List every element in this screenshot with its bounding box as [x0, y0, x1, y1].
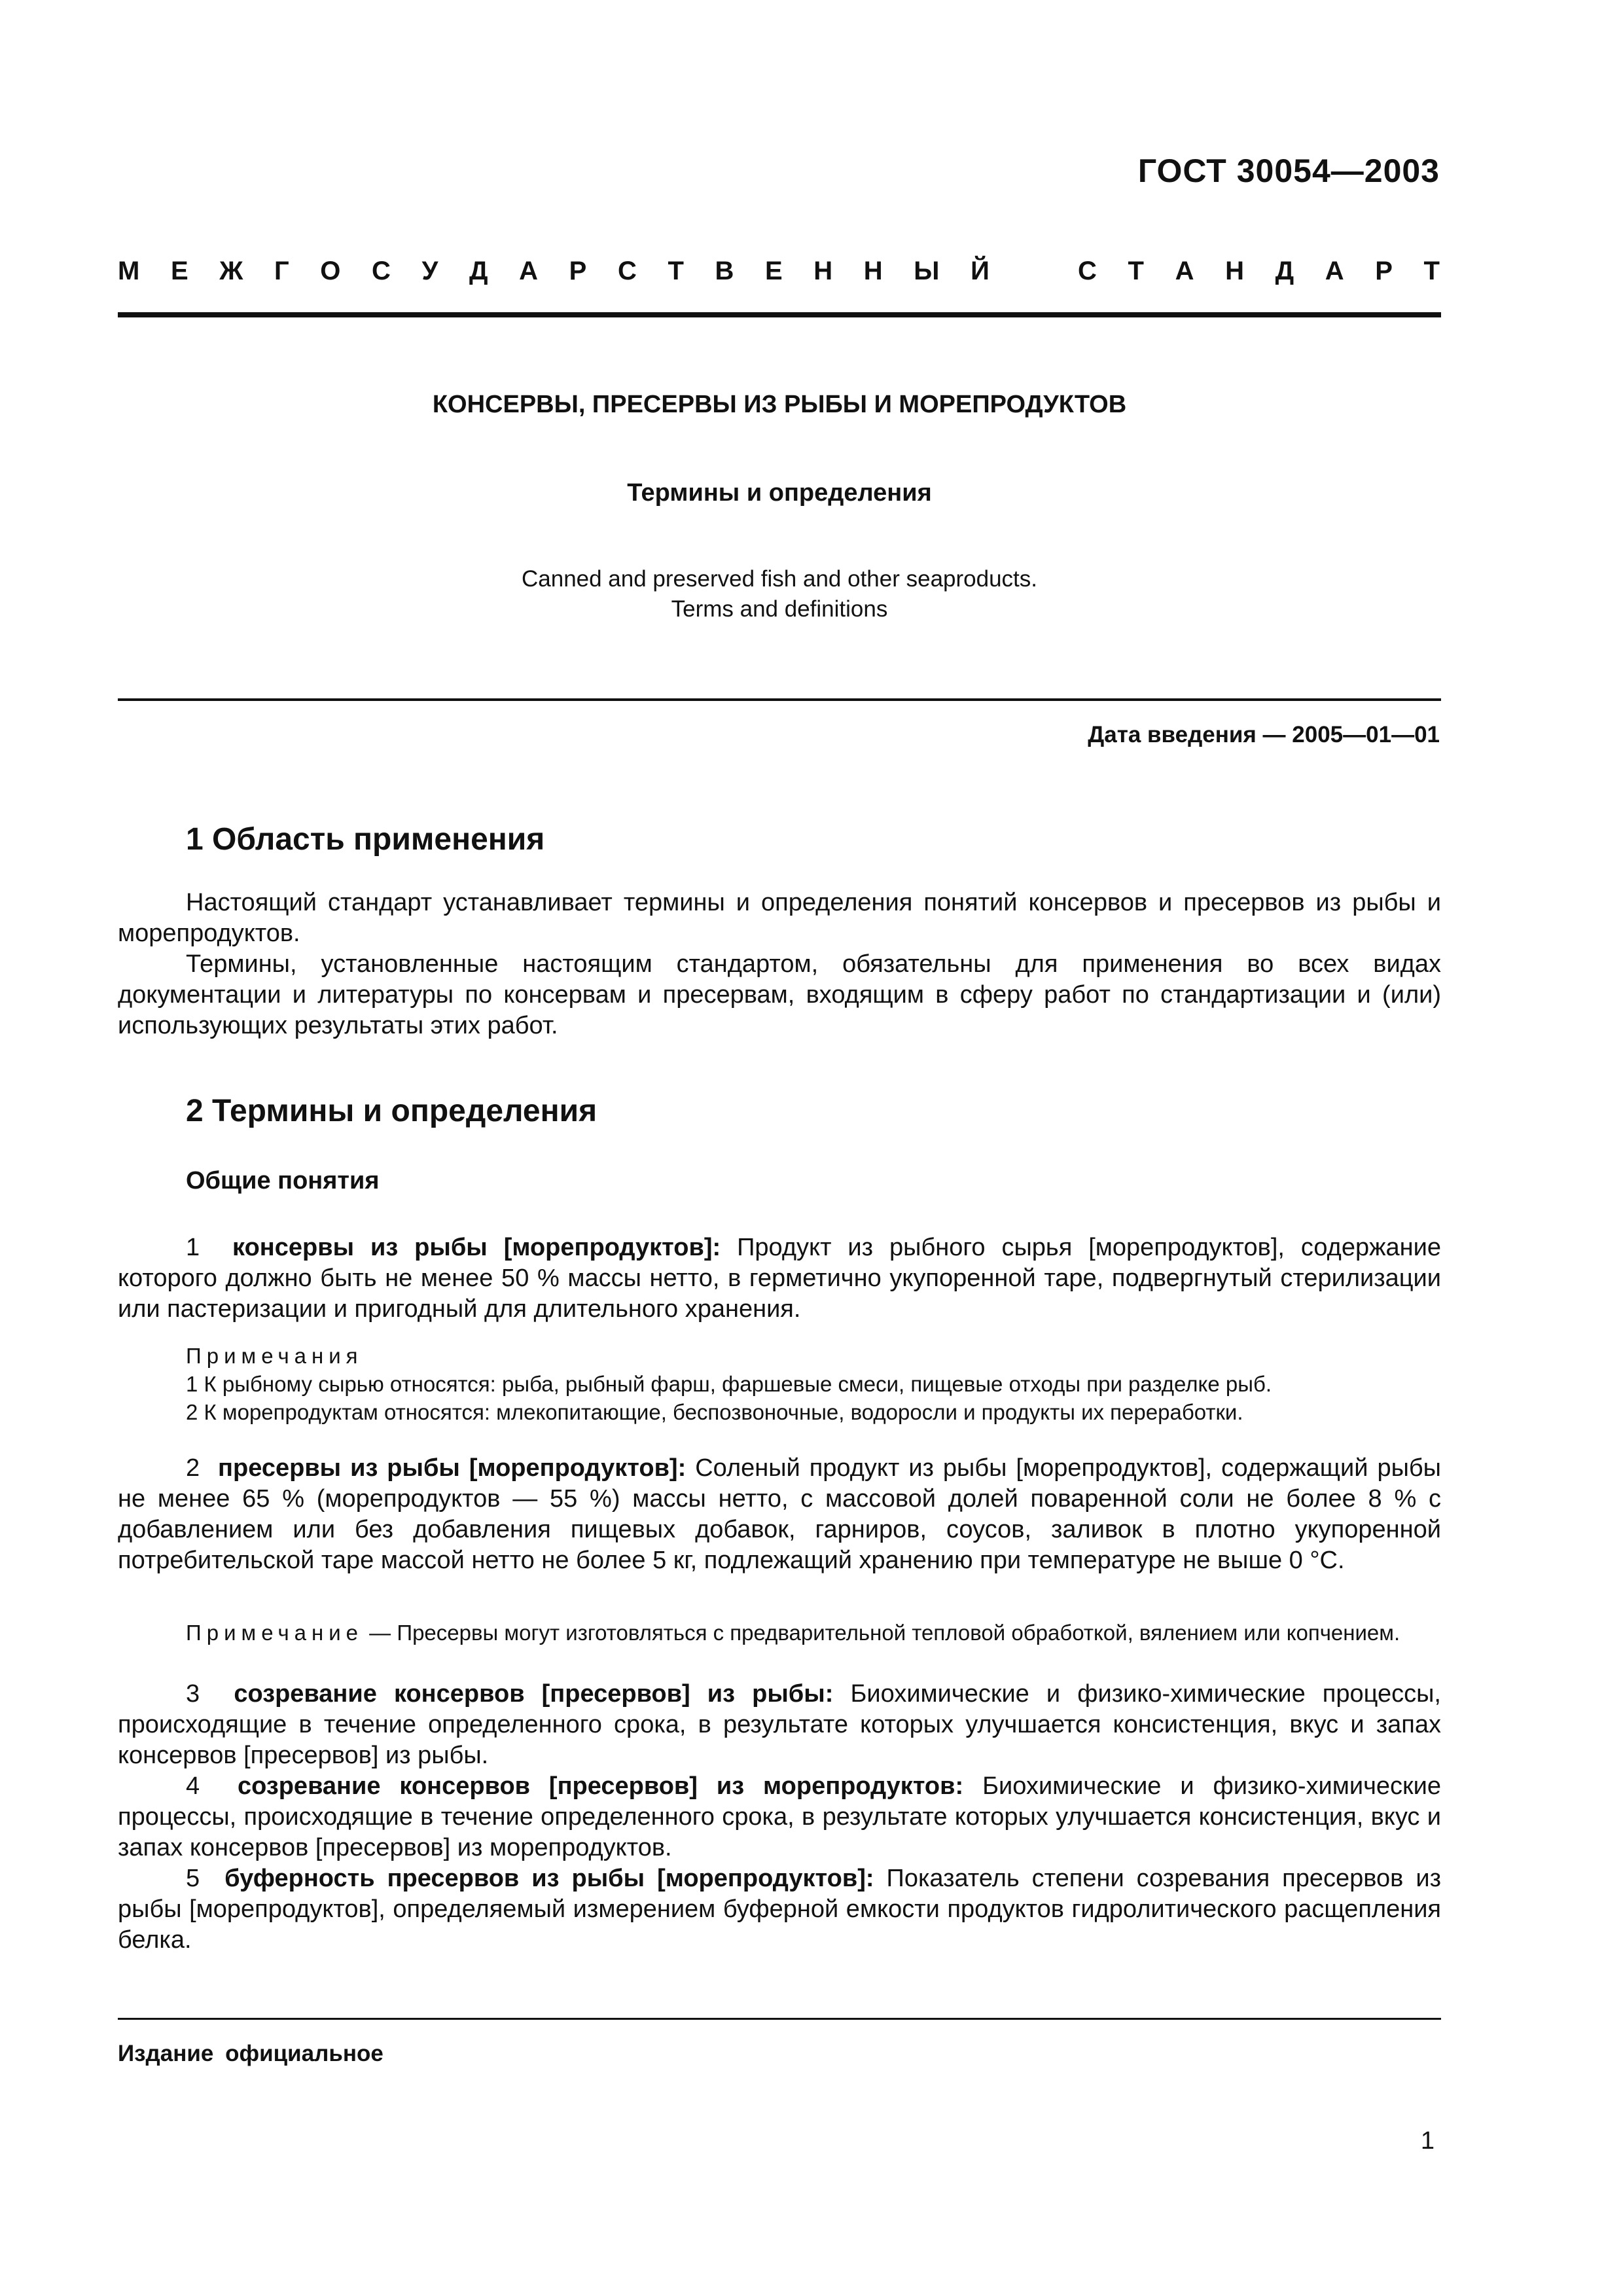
- banner-word1-letter: Н: [813, 257, 833, 285]
- term-4: [118, 1771, 1441, 1863]
- term-name: созревание консервов [пресервов] из рыбы:: [234, 1680, 834, 1708]
- term-2: [118, 1453, 1441, 1576]
- note-item: 2 К морепродуктам относятся: млекопитающие, беспозвоночные, водоросли и продукты их переработки.: [186, 1400, 1243, 1424]
- page-number: 1: [1420, 2127, 1435, 2155]
- banner-word1-letter: Н: [863, 257, 883, 285]
- banner-word1-letter: О: [320, 257, 341, 285]
- term-number: 3: [186, 1680, 200, 1708]
- banner-word1-letter: Е: [764, 257, 783, 285]
- banner-word1-letter: Ж: [219, 257, 243, 285]
- edition-label: Издание официальное: [118, 2041, 383, 2066]
- banner-word1-letter: Т: [668, 257, 684, 285]
- note-preserves: [118, 1619, 1441, 1647]
- document-title: КОНСЕРВЫ, ПРЕСЕРВЫ ИЗ РЫБЫ И МОРЕПРОДУКТОВ: [432, 391, 1127, 418]
- term-number: 2: [186, 1454, 200, 1482]
- term-3: [118, 1679, 1441, 1771]
- banner-word2-letter: С: [1078, 257, 1097, 285]
- term-1: [118, 1232, 1441, 1325]
- section1-body: [118, 888, 1441, 1041]
- banner-word1-letter: М: [118, 257, 140, 285]
- header-rule: [118, 312, 1441, 317]
- section1-paragraph: Термины, установленные настоящим стандартом, обязательны для применения во всех видах документации и литературы по консервам и пресервам, входящим в сферу работ по стандартизации и (или) использующих результаты этих работ.: [118, 950, 1441, 1039]
- section1-paragraph: Настоящий стандарт устанавливает термины и определения понятий консервов и пресервов из рыбы и морепродуктов.: [118, 889, 1441, 947]
- banner-word1-letter: С: [372, 257, 391, 285]
- terms-3-5: [118, 1679, 1441, 1956]
- notes-label: Примечания: [186, 1344, 363, 1368]
- banner-word1-letter: Й: [971, 257, 990, 285]
- introduction-date: Дата введения — 2005—01—01: [1088, 722, 1440, 747]
- document-subtitle: Термины и определения: [627, 479, 932, 507]
- term-name: буферность пресервов из рыбы [морепродуктов]:: [224, 1865, 874, 1892]
- term-definition: Продукт из рыбного сырья [морепродуктов], содержание которого должно быть не менее 50 % массы нетто, в герметично укупоренной таре, подвергнутый стерилизации или пастеризации и пригодный для длительного хранения.: [118, 1234, 1441, 1323]
- banner-word2-letter: Т: [1423, 257, 1440, 285]
- banner-word2-letter: А: [1325, 257, 1344, 285]
- term-definition: Показатель степени созревания пресервов из рыбы [морепродуктов], определяемый измерением буферной емкости продуктов гидролитического расщепления белка.: [118, 1865, 1442, 1954]
- banner-word2-letter: Н: [1225, 257, 1244, 285]
- footer-rule: [118, 2018, 1441, 2020]
- term-definition: Соленый продукт из рыбы [морепродуктов], содержащий рыбы не менее 65 % (морепродуктов — 55 %) массы нетто, с массовой долей поваренной соли не более 8 % с добавлением или без добавления пищевых добавок, гарниров, соусов, заливок в плотно укупоренной потребительской таре массой нетто не более 5 кг, подлежащий хранению при температуре не выше 0 °С.: [118, 1454, 1441, 1574]
- term-5: [118, 1863, 1441, 1956]
- term-definition: Биохимические и физико-химические процессы, происходящие в течение определенного срока, в результате которых улучшается консистенция, вкус и запах консервов [пресервов] из морепродуктов.: [118, 1772, 1441, 1861]
- term-number: 5: [186, 1865, 200, 1892]
- banner-word2-letter: А: [1175, 257, 1194, 285]
- section2-heading: 2 Термины и определения: [186, 1094, 597, 1128]
- term-definition: Биохимические и физико-химические процессы, происходящие в течение определенного срока, в результате которых улучшается консистенция, вкус и запах консервов [пресервов] из рыбы.: [118, 1680, 1441, 1769]
- term-name: пресервы из рыбы [морепродуктов]:: [218, 1454, 687, 1482]
- note-item: 1 К рыбному сырью относятся: рыба, рыбный фарш, фаршевые смеси, пищевые отходы при разделке рыб.: [186, 1372, 1272, 1396]
- banner-word1-letter: Г: [274, 257, 289, 285]
- banner-word1-letter: С: [617, 257, 637, 285]
- note-label: Примечание: [186, 1621, 364, 1645]
- banner-word2-letter: Д: [1275, 257, 1294, 285]
- english-title-line1: Canned and preserved fish and other seaproducts.: [521, 566, 1037, 592]
- banner-word1-letter: В: [715, 257, 734, 285]
- banner-word1-letter: У: [421, 257, 438, 285]
- banner-word2-letter: Т: [1128, 257, 1144, 285]
- banner-word1-letter: Д: [469, 257, 488, 285]
- english-title: [118, 564, 1441, 624]
- banner-word2-letter: Р: [1375, 257, 1393, 285]
- title-rule: [118, 698, 1441, 701]
- term-number: 4: [186, 1772, 200, 1800]
- banner-word1-letter: Е: [170, 257, 188, 285]
- interstate-standard-banner: [118, 257, 1440, 286]
- term-name: консервы из рыбы [морепродуктов]:: [232, 1234, 721, 1261]
- section2-subheading: Общие понятия: [186, 1167, 380, 1194]
- banner-word1-letter: А: [519, 257, 539, 285]
- banner-word-gap: [1020, 257, 1046, 286]
- term-name: созревание консервов [пресервов] из морепродуктов:: [237, 1772, 964, 1800]
- document-code: ГОСТ 30054—2003: [1137, 152, 1440, 189]
- term-number: 1: [186, 1234, 200, 1261]
- banner-word1-letter: Р: [569, 257, 587, 285]
- section1-heading: 1 Область применения: [186, 822, 545, 857]
- banner-word1-letter: Ы: [914, 257, 940, 285]
- english-title-line2: Terms and definitions: [671, 596, 888, 622]
- notes-block: [118, 1342, 1441, 1426]
- note-text: — Пресервы могут изготовляться с предварительной тепловой обработкой, вялением или копчением.: [363, 1621, 1400, 1645]
